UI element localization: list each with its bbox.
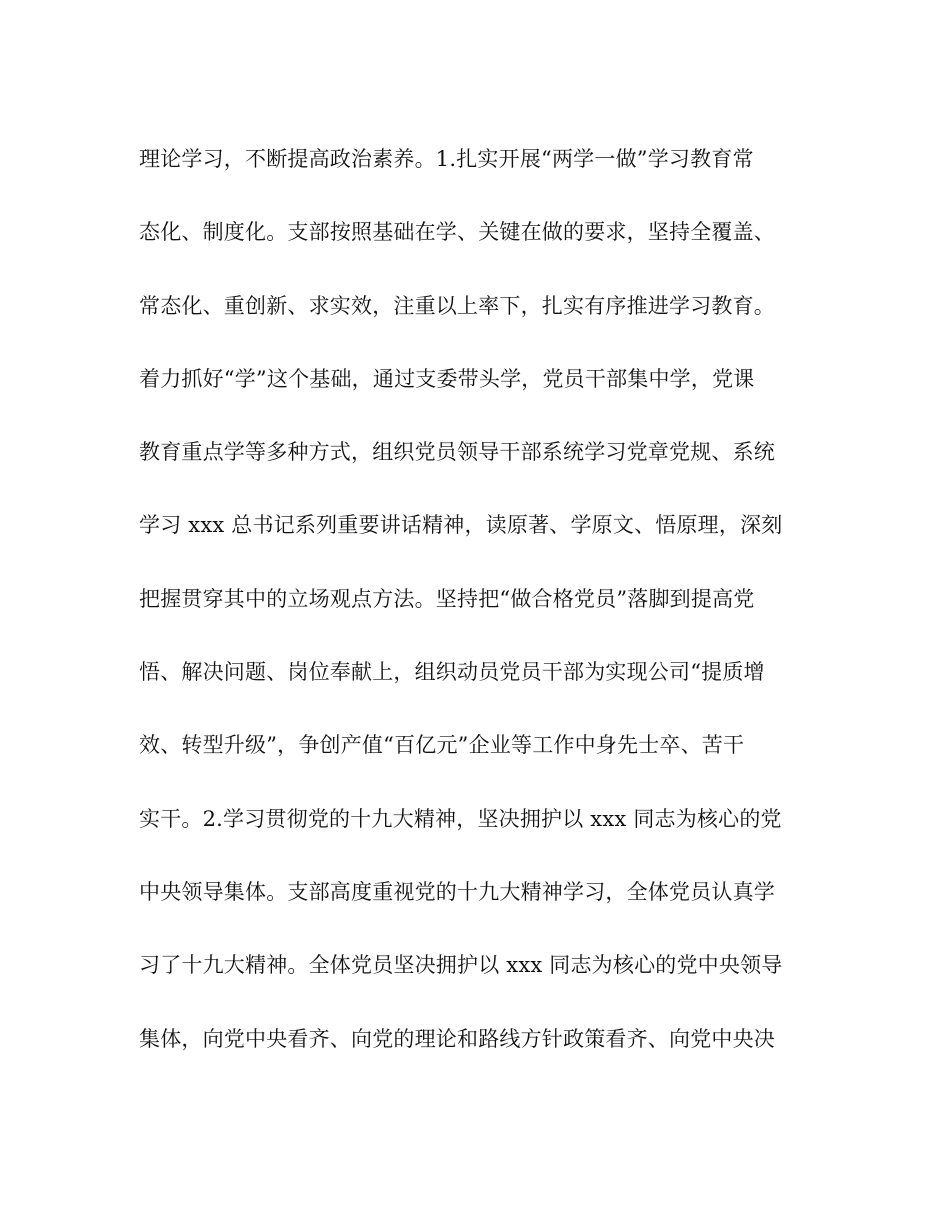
text-line: 常态化、重创新、求实效，注重以上率下，扎实有序推进学习教育。 <box>139 293 775 318</box>
text-line: 悟、解决问题、岗位奉献上，组织动员党员干部为实现公司“提质增 <box>139 660 765 685</box>
text-line: 态化、制度化。支部按照基础在学、关键在做的要求，坚持全覆盖、 <box>139 220 775 245</box>
text-line: 理论学习，不断提高政治素养。1.扎实开展“两学一做”学习教育常 <box>139 147 754 171</box>
text-line: 实干。2.学习贯彻党的十九大精神，坚决拥护以 xxx 同志为核心的党 <box>139 806 782 831</box>
body-paragraph <box>139 137 819 1090</box>
text-line: 教育重点学等多种方式，组织党员领导干部系统学习党章党规、系统 <box>139 440 775 465</box>
text-line: 把握贯穿其中的立场观点方法。坚持把“做合格党员”落脚到提高党 <box>139 586 755 611</box>
text-line: 中央领导集体。支部高度重视党的十九大精神学习，全体党员认真学 <box>139 879 775 904</box>
text-line: 集体，向党中央看齐、向党的理论和路线方针政策看齐、向党中央决 <box>139 1026 775 1051</box>
text-line: 习了十九大精神。全体党员坚决拥护以 xxx 同志为核心的党中央领导 <box>139 953 783 978</box>
text-line: 着力抓好“学”这个基础，通过支委带头学，党员干部集中学，党课 <box>139 366 755 391</box>
text-line: 效、转型升级”，争创产值“百亿元”企业等工作中身先士卒、苦干 <box>139 733 745 758</box>
text-line: 学习 xxx 总书记系列重要讲话精神，读原著、学原文、悟原理，深刻 <box>139 513 783 538</box>
